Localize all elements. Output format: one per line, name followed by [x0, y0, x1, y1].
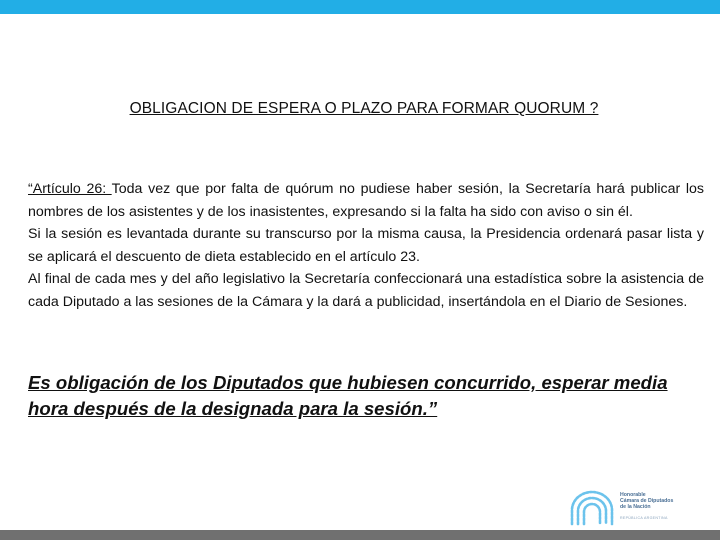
paragraph-1: [28, 178, 704, 223]
logo-line-1: Honorable: [620, 492, 646, 498]
top-accent-bar: [0, 0, 720, 14]
paragraph-1-text: Toda vez que por falta de quórum no pudiese haber sesión, la Secretaría hará publicar los nombres de los asistentes y de los inasistentes, expresando si la falta ha sido con aviso o sin él.: [28, 181, 704, 220]
chamber-logo: [568, 490, 708, 526]
logo-line-3: de la Nación: [620, 504, 651, 511]
emphasis-statement: Es obligación de los Diputados que hubiesen concurrido, esperar media hora después de la designada para la sesión.”: [28, 372, 668, 419]
article-reference: “Artículo 26:: [28, 181, 112, 197]
slide-title: OBLIGACION DE ESPERA O PLAZO PARA FORMAR QUORUM ?: [129, 100, 599, 117]
paragraph-2: Si la sesión es levantada durante su transcurso por la misma causa, la Presidencia ordenará pasar lista y se aplicará el descuento de dieta establecido en el artículo 23.: [28, 226, 704, 265]
logo-subline: REPÚBLICA ARGENTINA: [620, 516, 668, 520]
article-text: [28, 178, 704, 314]
congress-dome-icon: [568, 490, 616, 526]
paragraph-3: Al final de cada mes y del año legislativo la Secretaría confeccionará una estadística sobre la asistencia de cada Diputado a las sesiones de la Cámara y la dará a publicidad, insertándola en el Diario de Sesiones.: [28, 271, 704, 310]
bottom-accent-bar: [0, 530, 720, 540]
logo-line-2: Cámara de Diputados: [620, 498, 674, 505]
logo-text: [620, 492, 710, 511]
